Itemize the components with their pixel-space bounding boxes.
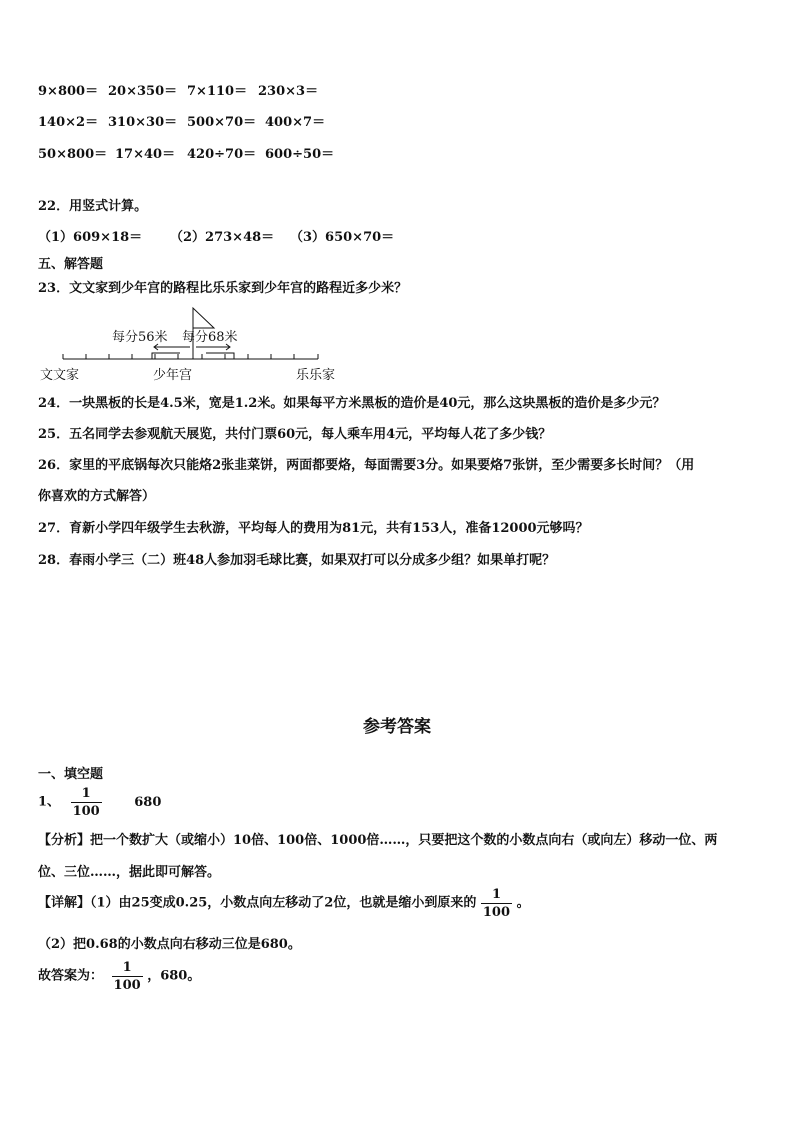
- question-26: 26．家里的平底锅每次只能烙2张韭菜饼，两面都要烙，每面需要3分。如果要烙7张饼，至少需要多长时间？（用: [38, 458, 695, 473]
- question-26-cont: 你喜欢的方式解答）: [38, 489, 156, 504]
- place-wenwen: 文文家: [40, 368, 80, 383]
- calc-item: 7×110＝: [187, 84, 248, 99]
- detail-prefix: 【详解】（1）由25变成0.25，小数点向左移动了2位，也就是缩小到原来的: [38, 895, 477, 911]
- question-22-title: 22．用竖式计算。: [38, 199, 148, 214]
- tick-marks: [63, 354, 318, 359]
- answer-value: 680: [134, 794, 162, 810]
- right-speed-label: 每分68米: [182, 330, 238, 345]
- calc-item: 50×800＝: [38, 147, 108, 162]
- question-22-item: （2）273×48＝: [170, 230, 275, 245]
- fraction-numerator: 1: [81, 786, 91, 801]
- fraction-denominator: 100: [72, 804, 100, 819]
- flag-icon: [193, 308, 214, 328]
- detail-suffix: 。: [516, 895, 530, 911]
- fraction-denominator: 100: [482, 905, 511, 920]
- section-heading: 五、解答题: [38, 257, 104, 272]
- question-25: 25．五名同学去参观航天展览，共付门票60元，每人乘车用4元，平均每人花了多少钱？: [38, 427, 552, 442]
- question-27: 27．育新小学四年级学生去秋游，平均每人的费用为81元，共有153人，准备12000元够吗？: [38, 521, 589, 536]
- fraction-denominator: 100: [113, 978, 141, 993]
- answer-number: 1、: [38, 794, 61, 810]
- question-22-item: （1）609×18＝: [38, 230, 143, 245]
- question-28: 28．春雨小学三（二）班48人参加羽毛球比赛，如果双打可以分成多少组？如果单打呢？: [38, 553, 556, 568]
- calc-item: 140×2＝: [38, 115, 99, 130]
- answers-title: 参考答案: [363, 717, 431, 737]
- place-youth-palace: 少年宫: [153, 368, 193, 383]
- calc-item: 400×7＝: [265, 115, 326, 130]
- fraction: [71, 786, 102, 819]
- place-lele: 乐乐家: [296, 368, 336, 383]
- analysis-text-cont: 位、三位……，据此即可解答。: [38, 865, 221, 880]
- fraction: [112, 960, 143, 993]
- left-bracket: [152, 353, 180, 359]
- analysis-text: 【分析】把一个数扩大（或缩小）10倍、100倍、1000倍……，只要把这个数的小数点向右（或向左）移动一位、两: [38, 833, 718, 848]
- route-diagram: [30, 302, 360, 384]
- detail-text: [38, 887, 530, 920]
- calc-item: 600÷50＝: [265, 147, 335, 162]
- fraction-numerator: 1: [491, 887, 501, 902]
- calc-item: 9×800＝: [38, 84, 99, 99]
- final-prefix: 故答案为：: [38, 968, 104, 984]
- answers-section-heading: 一、填空题: [38, 767, 104, 782]
- calc-item: 20×350＝: [108, 84, 178, 99]
- detail-text-2: （2）把0.68的小数点向右移动三位是680。: [38, 937, 301, 952]
- question-22-item: （3）650×70＝: [290, 230, 395, 245]
- fraction-numerator: 1: [122, 960, 132, 975]
- question-24: 24．一块黑板的长是4.5米，宽是1.2米。如果每平方米黑板的造价是40元，那么这块黑板的造价是多少元？: [38, 396, 666, 411]
- left-speed-label: 每分56米: [112, 330, 168, 345]
- final-suffix: ，680。: [147, 968, 201, 984]
- question-23: 23．文文家到少年宫的路程比乐乐家到少年宫的路程近多少米？: [38, 281, 408, 296]
- answer-1: [38, 786, 161, 819]
- final-answer: [38, 960, 200, 993]
- calc-item: 310×30＝: [108, 115, 178, 130]
- calc-item: 500×70＝: [187, 115, 257, 130]
- fraction: [481, 887, 512, 920]
- calc-item: 420÷70＝: [187, 147, 257, 162]
- calc-item: 17×40＝: [115, 147, 176, 162]
- right-bracket: [206, 353, 234, 359]
- calc-item: 230×3＝: [258, 84, 319, 99]
